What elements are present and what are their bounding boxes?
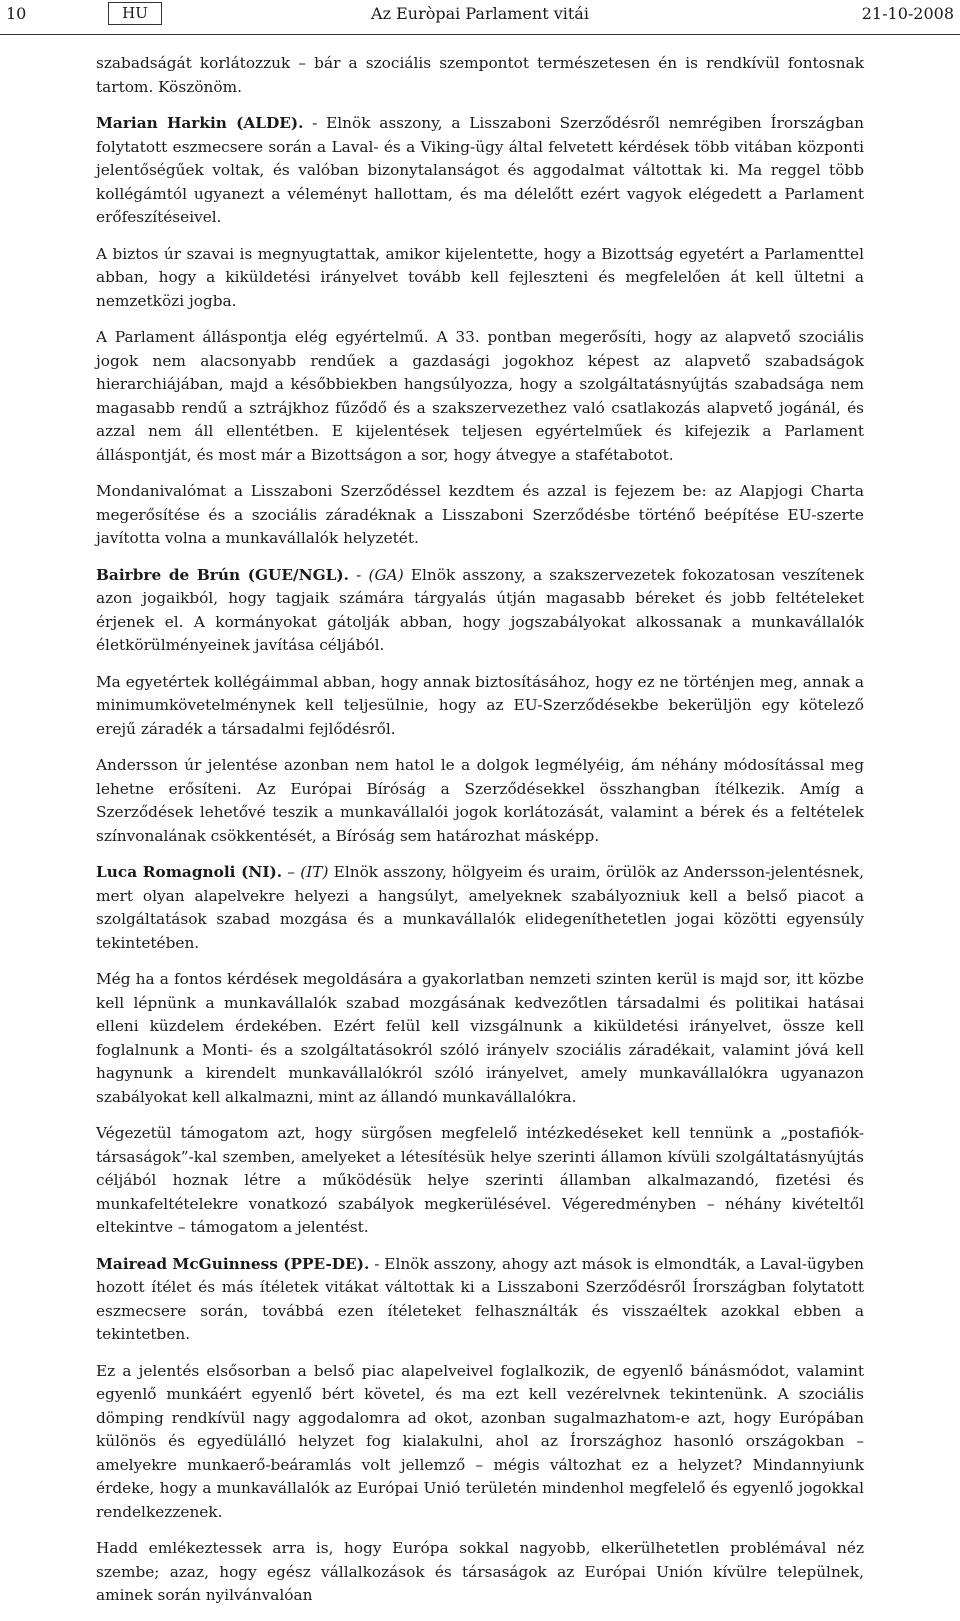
- speaker-name: Bairbre de Brún (GUE/NGL).: [96, 565, 349, 584]
- page-header: [0, 0, 960, 35]
- language-tag: (IT): [300, 863, 329, 881]
- paragraph: A biztos úr szavai is megnyugtattak, amikor kijelentette, hogy a Bizottság egyetért a Parlamenttel abban, hogy a kiküldetési irányelvet tovább kell fejleszteni és megfelelően át kell ültetni a nemzetközi jogba.: [96, 244, 864, 310]
- document-body: [96, 52, 864, 1621]
- page-number: 10: [6, 4, 27, 23]
- speaker-name: Luca Romagnoli (NI).: [96, 863, 283, 881]
- paragraph: Bairbre de Brún (GUE/NGL). - (GA) Elnök asszony, a szakszervezetek fokozatosan veszítenek azon jogaikból, hogy tagjaik számára tárgyalás útján magasabb béreket és jobb feltételeket érjenek el. A kormányokat gátolják abban, hogy jogszabályokat alkossanak a munkavállalók életkörülményeinek javítása céljából.: [96, 565, 864, 654]
- speaker-name: Marian Harkin (ALDE).: [96, 114, 304, 132]
- paragraph: Ma egyetértek kollégáimmal abban, hogy annak biztosításához, hogy ez ne történjen meg, annak a minimumkövetelménynek kell teljesülnie, hogy az EU-Szerződésekbe bekerüljön egy kötelező erejű záradék a társadalmi fejlődésről.: [96, 672, 864, 738]
- publication-title: Az Euròpai Parlament vitái: [371, 4, 589, 23]
- paragraph: Hadd emlékeztessek arra is, hogy Európa sokkal nagyobb, elkerülhetetlen problémával néz szembe; azaz, hogy egész vállalkozások és társaságok az Európai Unión kívülre települnek, aminek során nyilvánvalóan: [96, 1539, 864, 1604]
- paragraph: szabadságát korlátozzuk – bár a szociális szempontot természetesen én is rendkívül fontosnak tartom. Köszönöm.: [96, 54, 864, 96]
- paragraph: Még ha a fontos kérdések megoldására a gyakorlatban nemzeti szinten kerül is majd sor, itt közbe kell lépnünk a munkavállalók szabad mozgásának kedvezőtlen társadalmi és politikai hatásai elleni küzdelem érdekében. Ezért felül kell vizsgálnunk a kiküldetési irányelvet, össze kell foglalnunk a Monti- és a szolgáltatásokról szóló irányelv szociális záradékait, valamint jóvá kell hagynunk a kirendelt munkavállalókról szóló irányelvet, amely munkavállalókra ugyanazon szabályokat kell alkalmazni, mint az állandó munkavállalókra.: [96, 970, 864, 1106]
- paragraph: Marian Harkin (ALDE). - Elnök asszony, a Lisszaboni Szerződésről nemrégiben Írországban folytatott eszmecsere során a Laval- és a Viking-ügy által felvetett kérdések több vitában központi jelentőségűek voltak, és valóban bizonytalanságot és aggodalmat váltottak ki. Ma reggel több kollégámtól ugyanezt a véleményt hallottam, és ma délelőtt ezért vagyok elégedett a Parlament erőfeszítéseivel.: [96, 114, 864, 226]
- paragraph: Ez a jelentés elsősorban a belső piac alapelveivel foglalkozik, de egyenlő bánásmódot, valamint egyenlő munkáért egyenlő bért követel, és ma ezt kell vezérelvnek tekintenünk. A szociális dömping rendkívül nagy aggodalomra ad okot, azonban sugalmazhatom-e azt, hogy Európában különös és egyedülálló helyzet fog kialakulni, ahol az Írországhoz hasonló országokban – amelyekre munkaerő-beáramlás volt jellemző – mégis változhat ez a helyzet? Mindannyiunk érdeke, hogy a munkavállalók az Európai Unió területén mindenhol megfelelő és egyenlő jogokkal rendelkezzenek.: [96, 1361, 864, 1521]
- publication-date: 21-10-2008: [861, 4, 954, 23]
- speaker-name: Mairead McGuinness (PPE-DE).: [96, 1254, 370, 1273]
- paragraph: Végezetül támogatom azt, hogy sürgősen megfelelő intézkedéseket kell tennünk a „postafiók-társaságok”-kal szemben, amelyeket a létesítésük helye szerinti államon kívüli szolgáltatásnyújtás céljából hoznak létre a működésük helye szerinti államban alkalmazandó, fizetési és munkafeltételekre vonatkozó szabályok megkerülésével. Végeredményben – néhány kivételtől eltekintve – támogatom a jelentést.: [96, 1124, 864, 1236]
- paragraph: Luca Romagnoli (NI). – (IT) Elnök asszony, hölgyeim és uraim, örülök az Andersson-jelentésnek, mert olyan alapelvekre helyezi a hangsúlyt, amelyeknek szabályozniuk kell a belső piacot a szolgáltatások szabad mozgása és a munkavállalók elidegeníthetetlen jogai közötti egyensúly tekintetében.: [96, 863, 864, 952]
- paragraph: Mondanivalómat a Lisszaboni Szerződéssel kezdtem és azzal is fejezem be: az Alapjogi Charta megerősítése és a szociális záradéknak a Lisszaboni Szerződésbe történő beépítése EU-szerte javította volna a munkavállalók helyzetét.: [96, 482, 864, 547]
- paragraph: Mairead McGuinness (PPE-DE). - Elnök asszony, ahogy azt mások is elmondták, a Laval-ügyben hozott ítélet és más ítéletek vitákat váltottak ki a Lisszaboni Szerződésről Írországban folytatott eszmecsere során, továbbá ezen ítéleteket felhasználták és visszaéltek azokkal ebben a tekintetben.: [96, 1254, 865, 1343]
- paragraph: A Parlament álláspontja elég egyértelmű. A 33. pontban megerősíti, hogy az alapvető szociális jogok nem alacsonyabb rendűek a gazdasági jogokhoz képest az alapvető szabadságok hierarchiájában, majd a későbbiekben hangsúlyozza, hogy a szolgáltatásnyújtás szabadsága nem magasabb rendű a sztrájkhoz fűződő és a szakszervezethez való csatlakozás alapvető jogánál, és azzal nem áll ellentétben. E kijelentések teljesen egyértelműek és kifejezik a Parlament álláspontját, és most már a Bizottságon a sor, hogy átvegye a stafétabotot.: [96, 328, 864, 464]
- language-code-box: HU: [108, 2, 162, 25]
- language-tag: (GA): [368, 565, 404, 584]
- paragraph: Andersson úr jelentése azonban nem hatol le a dolgok legmélyéig, ám néhány módosítással meg lehetne erősíteni. Az Európai Bíróság a Szerződésekkel összhangban ítélkezik. Amíg a Szerződések lehetővé teszik a munkavállalói jogok korlátozását, valamint a bérek és a feltételek színvonalának csökkentését, a Bíróság sem határozhat másképp.: [96, 756, 864, 845]
